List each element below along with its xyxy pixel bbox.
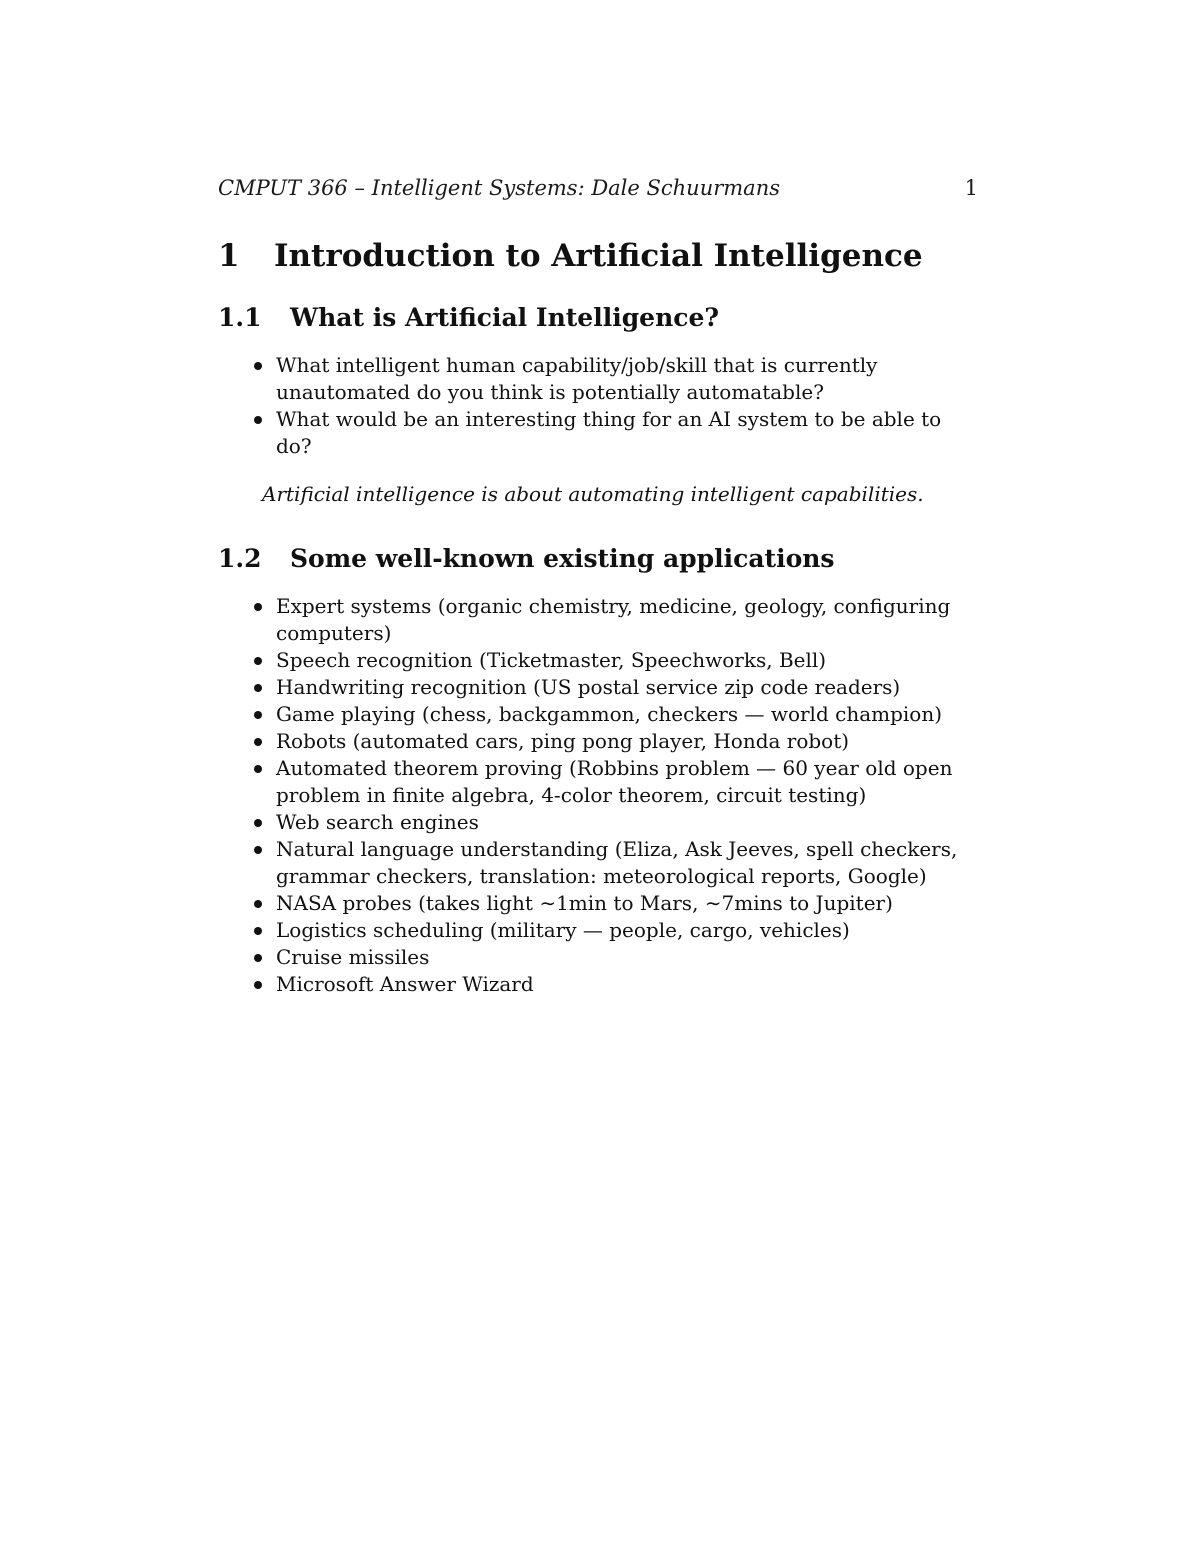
subsection-heading-1-2 (218, 544, 835, 573)
bullet-icon (254, 603, 262, 611)
list-item: Natural language understanding (Eliza, Ask Jeeves, spell checkers, grammar checkers, translation: meteorological reports, Google) (252, 836, 982, 890)
section-heading (218, 238, 923, 274)
bullet-icon (254, 711, 262, 719)
bullet-icon (254, 900, 262, 908)
subsection-number: 1.1 (218, 303, 262, 332)
list-item: Logistics scheduling (military — people, cargo, vehicles) (252, 917, 982, 944)
bullet-icon (254, 738, 262, 746)
bullet-icon (254, 416, 262, 424)
subsection-title: What is Artificial Intelligence? (290, 303, 720, 332)
list-item: Web search engines (252, 809, 982, 836)
subsection-title: Some well-known existing applications (290, 544, 835, 573)
list-item: Game playing (chess, backgammon, checkers — world champion) (252, 701, 982, 728)
applications-list (252, 593, 982, 998)
bullet-icon (254, 362, 262, 370)
list-item: Automated theorem proving (Robbins problem — 60 year old open problem in finite algebra, 4-color theorem, circuit testing) (252, 755, 982, 809)
question-list (252, 352, 982, 460)
bullet-icon (254, 684, 262, 692)
list-item: Expert systems (organic chemistry, medicine, geology, configuring computers) (252, 593, 982, 647)
list-item: Cruise missiles (252, 944, 982, 971)
bullet-icon (254, 846, 262, 854)
bullet-icon (254, 765, 262, 773)
bullet-icon (254, 954, 262, 962)
section-title: Introduction to Artificial Intelligence (274, 238, 923, 274)
list-item: NASA probes (takes light ∼1min to Mars, ∼7mins to Jupiter) (252, 890, 982, 917)
section-number: 1 (218, 238, 240, 274)
bullet-icon (254, 981, 262, 989)
subsection-number: 1.2 (218, 544, 262, 573)
list-item: Handwriting recognition (US postal service zip code readers) (252, 674, 982, 701)
page-number: 1 (964, 176, 978, 200)
bullet-icon (254, 927, 262, 935)
list-item: What would be an interesting thing for an AI system to be able to do? (252, 406, 982, 460)
list-item: What intelligent human capability/job/skill that is currently unautomated do you think is potentially automatable? (252, 352, 982, 406)
definition-statement: Artificial intelligence is about automating intelligent capabilities. (262, 482, 924, 506)
bullet-icon (254, 819, 262, 827)
list-item: Robots (automated cars, ping pong player, Honda robot) (252, 728, 982, 755)
bullet-icon (254, 657, 262, 665)
subsection-heading-1-1 (218, 303, 719, 332)
list-item: Microsoft Answer Wizard (252, 971, 982, 998)
running-header-title: CMPUT 366 – Intelligent Systems: Dale Schuurmans (218, 176, 780, 200)
list-item: Speech recognition (Ticketmaster, Speechworks, Bell) (252, 647, 982, 674)
running-header (218, 176, 978, 208)
